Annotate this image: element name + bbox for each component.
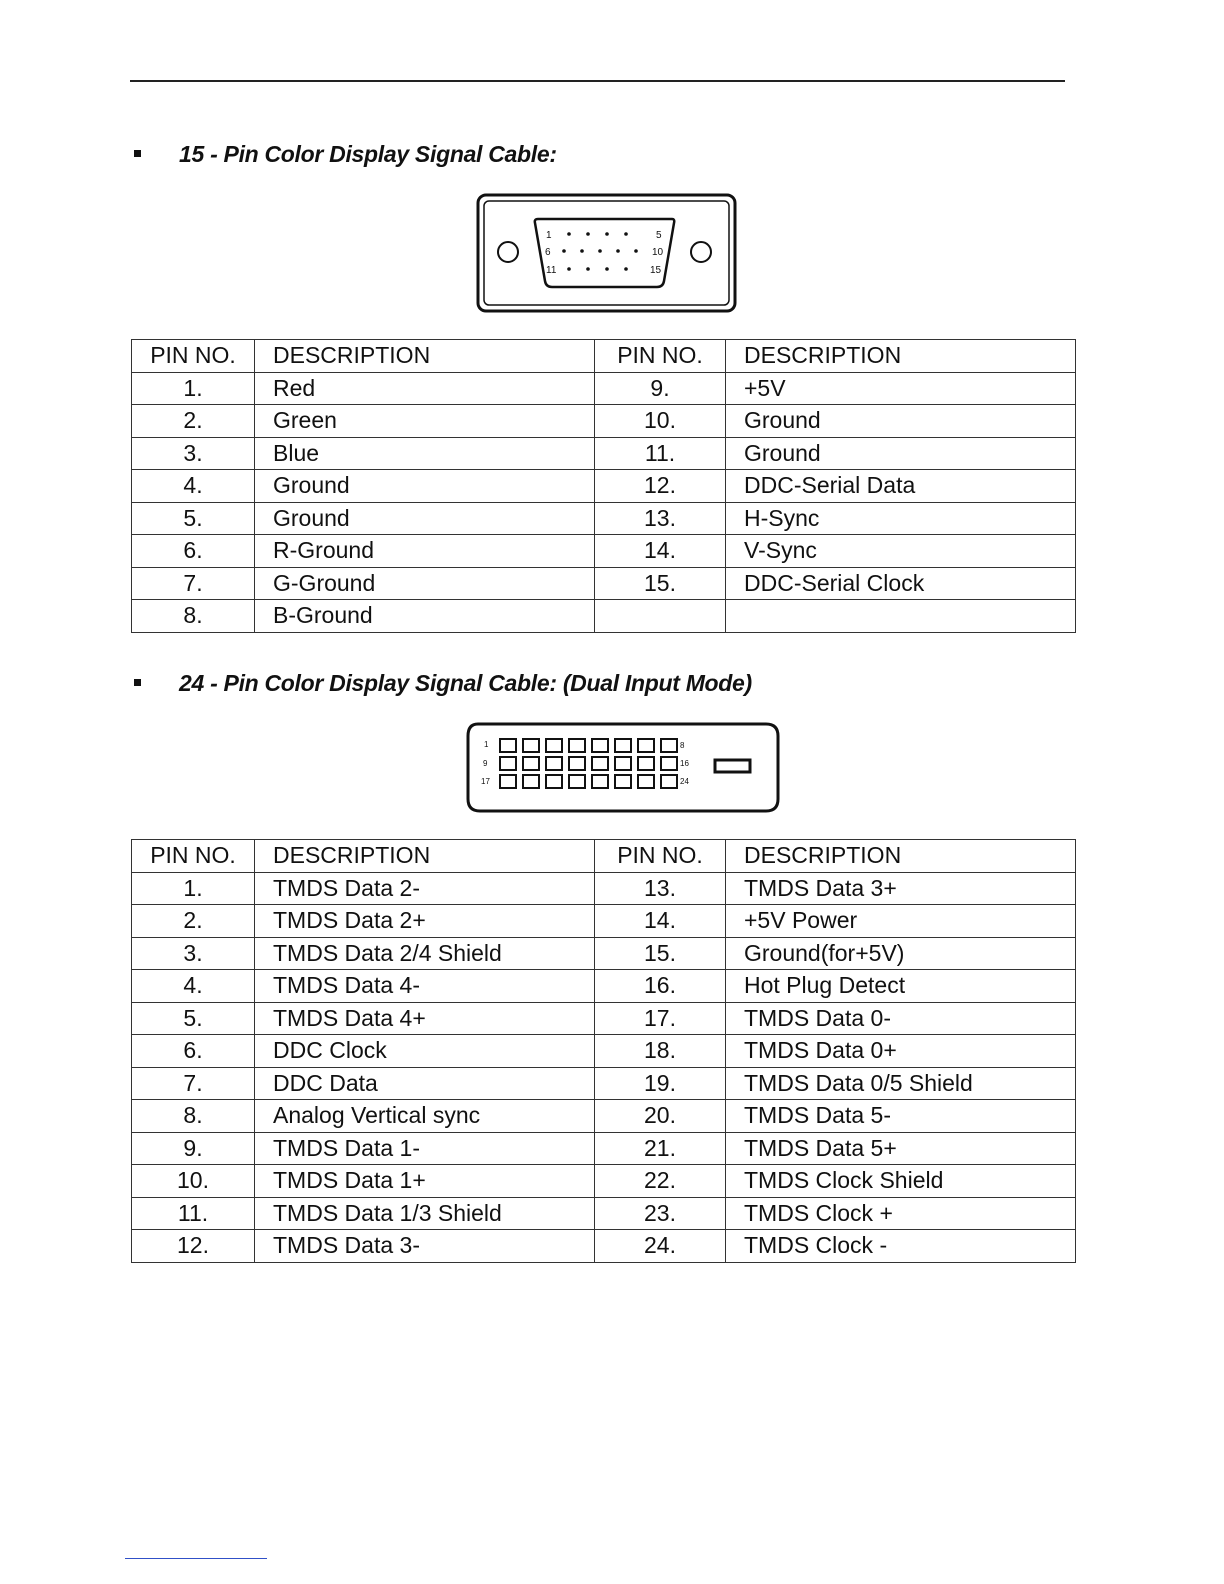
description-cell: TMDS Data 1- [255,1132,595,1165]
pin-cell: 23. [595,1197,726,1230]
vga-pin-label: 15 [650,265,662,276]
description-cell: TMDS Data 0- [726,1002,1076,1035]
table-row [132,1067,1076,1100]
section1-heading-text: 15 - Pin Color Display Signal Cable: [179,141,557,167]
section2-heading [134,670,752,697]
description-cell: TMDS Clock + [726,1197,1076,1230]
pin-cell: 17. [595,1002,726,1035]
table-row [132,470,1076,503]
pin-cell: 10. [132,1165,255,1198]
description-cell: TMDS Data 1+ [255,1165,595,1198]
pin-cell: 6. [132,535,255,568]
pin-cell: 16. [595,970,726,1003]
description-cell: R-Ground [255,535,595,568]
dvi-pin-label: 17 [481,777,490,786]
pin-cell: 10. [595,405,726,438]
pin-cell: 8. [132,1100,255,1133]
bullet-icon [134,679,141,686]
table-row [132,970,1076,1003]
table-row [132,372,1076,405]
table-row [132,872,1076,905]
description-cell: TMDS Data 4+ [255,1002,595,1035]
pin-cell: 3. [132,437,255,470]
vga-pin-label: 6 [545,247,551,258]
pin-cell: 13. [595,502,726,535]
top-rule [130,80,1065,82]
pin-cell: 3. [132,937,255,970]
pin-cell: 5. [132,1002,255,1035]
pin-cell: 2. [132,405,255,438]
table-row [132,437,1076,470]
pin-cell: 24. [595,1230,726,1263]
description-cell: Analog Vertical sync [255,1100,595,1133]
description-cell: DDC-Serial Clock [726,567,1076,600]
description-cell: Red [255,372,595,405]
header-cell: DESCRIPTION [726,340,1076,373]
pin-cell: 8. [132,600,255,633]
description-cell: TMDS Data 2/4 Shield [255,937,595,970]
vga-connector-diagram [476,193,738,315]
description-cell: DDC-Serial Data [726,470,1076,503]
description-cell: TMDS Data 0+ [726,1035,1076,1068]
description-cell: TMDS Clock Shield [726,1165,1076,1198]
dvi-pin-label: 24 [680,777,689,786]
section1-heading [134,141,557,168]
description-cell: V-Sync [726,535,1076,568]
header-cell: PIN NO. [132,840,255,873]
description-cell: TMDS Data 5+ [726,1132,1076,1165]
table-row [132,502,1076,535]
pin-cell: 1. [132,872,255,905]
pin-cell: 12. [132,1230,255,1263]
header-cell: PIN NO. [595,340,726,373]
description-cell: +5V Power [726,905,1076,938]
description-cell: Ground(for+5V) [726,937,1076,970]
table-row [132,1197,1076,1230]
pin-cell: 7. [132,567,255,600]
description-cell: Ground [726,405,1076,438]
description-cell: TMDS Data 2- [255,872,595,905]
pin-cell: 13. [595,872,726,905]
description-cell: TMDS Data 2+ [255,905,595,938]
pin-table-24 [131,839,1076,1263]
table-row [132,600,1076,633]
dvi-pin-label: 9 [483,759,488,768]
table-row [132,535,1076,568]
pin-cell: 11. [132,1197,255,1230]
dvi-connector-diagram [464,721,782,815]
bullet-icon [134,150,141,157]
table-row [132,905,1076,938]
description-cell: TMDS Clock - [726,1230,1076,1263]
description-cell: Ground [726,437,1076,470]
vga-pin-label: 11 [546,265,557,276]
pin-cell: 18. [595,1035,726,1068]
pin-cell: 15. [595,937,726,970]
table-row [132,1035,1076,1068]
description-cell: Green [255,405,595,438]
description-cell: DDC Clock [255,1035,595,1068]
section2-heading-text: 24 - Pin Color Display Signal Cable: (Dual Input Mode) [179,670,752,696]
description-cell [726,600,1076,633]
description-cell: TMDS Data 5- [726,1100,1076,1133]
description-cell: DDC Data [255,1067,595,1100]
pin-cell: 4. [132,970,255,1003]
pin-cell: 1. [132,372,255,405]
table-row [132,1100,1076,1133]
description-cell: TMDS Data 1/3 Shield [255,1197,595,1230]
header-cell: PIN NO. [132,340,255,373]
pin-cell: 14. [595,535,726,568]
table-header-row [132,340,1076,373]
vga-pin-label: 1 [546,230,552,241]
pin-cell: 4. [132,470,255,503]
description-cell: +5V [726,372,1076,405]
dvi-pin-label: 1 [484,740,489,749]
pin-cell [595,600,726,633]
description-cell: TMDS Data 3+ [726,872,1076,905]
dvi-pin-label: 8 [680,741,685,750]
description-cell: Blue [255,437,595,470]
pin-cell: 2. [132,905,255,938]
pin-cell: 12. [595,470,726,503]
header-cell: DESCRIPTION [255,340,595,373]
header-cell: PIN NO. [595,840,726,873]
description-cell: G-Ground [255,567,595,600]
pin-cell: 7. [132,1067,255,1100]
description-cell: B-Ground [255,600,595,633]
description-cell: TMDS Data 4- [255,970,595,1003]
pin-cell: 5. [132,502,255,535]
table-row [132,1230,1076,1263]
vga-pin-label: 5 [656,230,662,241]
description-cell: Hot Plug Detect [726,970,1076,1003]
table-row [132,1002,1076,1035]
pin-cell: 11. [595,437,726,470]
description-cell: TMDS Data 3- [255,1230,595,1263]
table-row [132,1132,1076,1165]
header-cell: DESCRIPTION [726,840,1076,873]
table-row [132,405,1076,438]
table-row [132,567,1076,600]
pin-cell: 9. [132,1132,255,1165]
vga-pin-label: 10 [652,247,664,258]
pin-cell: 6. [132,1035,255,1068]
pin-cell: 21. [595,1132,726,1165]
description-cell: Ground [255,470,595,503]
table-row [132,937,1076,970]
description-cell: H-Sync [726,502,1076,535]
pin-table-15 [131,339,1076,633]
header-cell: DESCRIPTION [255,840,595,873]
dvi-pin-label: 16 [680,759,689,768]
pin-cell: 15. [595,567,726,600]
description-cell: Ground [255,502,595,535]
pin-cell: 14. [595,905,726,938]
pin-cell: 20. [595,1100,726,1133]
footer-rule [125,1558,267,1559]
pin-cell: 22. [595,1165,726,1198]
table-row [132,1165,1076,1198]
pin-cell: 19. [595,1067,726,1100]
pin-cell: 9. [595,372,726,405]
description-cell: TMDS Data 0/5 Shield [726,1067,1076,1100]
table-header-row [132,840,1076,873]
